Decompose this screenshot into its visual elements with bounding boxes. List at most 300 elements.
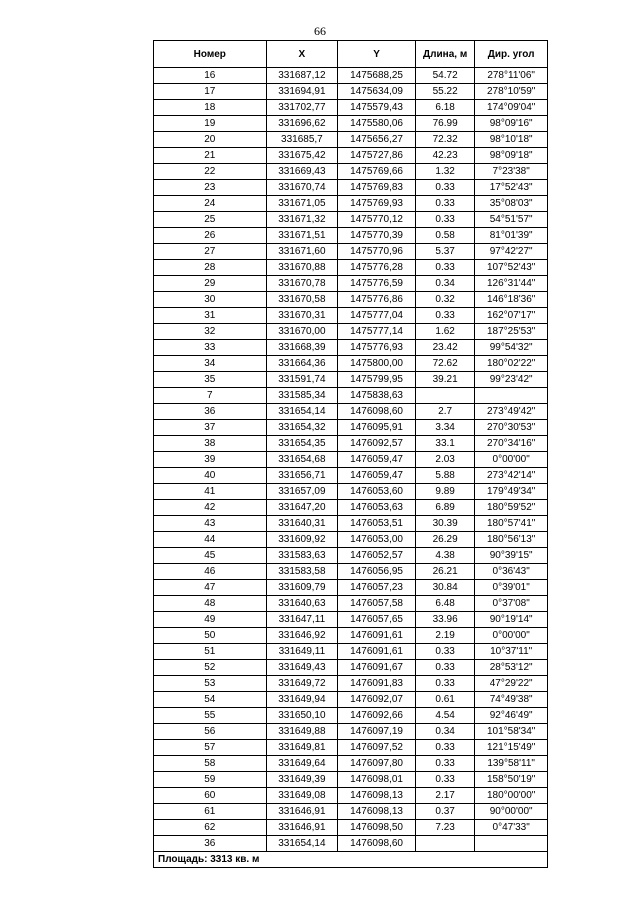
direction-angle-cell: 187°25'53" xyxy=(475,324,548,340)
point-number-cell: 18 xyxy=(154,100,267,116)
direction-angle-cell: 179°49'34" xyxy=(475,484,548,500)
point-number-cell: 46 xyxy=(154,564,267,580)
direction-angle-cell: 180°00'00" xyxy=(475,788,548,804)
x-coordinate-cell: 331669,43 xyxy=(266,164,338,180)
y-coordinate-cell: 1476098,13 xyxy=(338,804,416,820)
y-coordinate-cell: 1475776,86 xyxy=(338,292,416,308)
table-row xyxy=(154,644,548,660)
table-row xyxy=(154,740,548,756)
table-row xyxy=(154,308,548,324)
table-row xyxy=(154,244,548,260)
table-row xyxy=(154,532,548,548)
direction-angle-cell: 92°46'49" xyxy=(475,708,548,724)
y-coordinate-cell: 1476095,91 xyxy=(338,420,416,436)
area-label: Площадь: 3313 кв. м xyxy=(154,852,548,868)
point-number-cell: 49 xyxy=(154,612,267,628)
x-coordinate-cell: 331649,64 xyxy=(266,756,338,772)
point-number-cell: 38 xyxy=(154,436,267,452)
y-coordinate-cell: 1475727,86 xyxy=(338,148,416,164)
table-row xyxy=(154,180,548,196)
point-number-cell: 29 xyxy=(154,276,267,292)
y-coordinate-cell: 1475688,25 xyxy=(338,68,416,84)
table-row xyxy=(154,100,548,116)
direction-angle-cell: 98°09'16" xyxy=(475,116,548,132)
point-number-cell: 34 xyxy=(154,356,267,372)
x-coordinate-cell: 331670,00 xyxy=(266,324,338,340)
x-coordinate-cell: 331649,43 xyxy=(266,660,338,676)
y-coordinate-cell: 1476097,19 xyxy=(338,724,416,740)
x-coordinate-cell: 331671,60 xyxy=(266,244,338,260)
length-cell: 5.37 xyxy=(415,244,474,260)
y-coordinate-cell: 1476053,51 xyxy=(338,516,416,532)
table-row xyxy=(154,772,548,788)
length-cell: 2.19 xyxy=(415,628,474,644)
direction-angle-cell: 278°10'59" xyxy=(475,84,548,100)
direction-angle-cell: 90°19'14" xyxy=(475,612,548,628)
table-row xyxy=(154,132,548,148)
direction-angle-cell: 270°34'16" xyxy=(475,436,548,452)
direction-angle-cell: 121°15'49" xyxy=(475,740,548,756)
x-coordinate-cell: 331649,08 xyxy=(266,788,338,804)
point-number-cell: 41 xyxy=(154,484,267,500)
direction-angle-cell xyxy=(475,388,548,404)
x-coordinate-cell: 331668,39 xyxy=(266,340,338,356)
y-coordinate-cell: 1475770,96 xyxy=(338,244,416,260)
length-cell: 0.33 xyxy=(415,644,474,660)
header-x: X xyxy=(266,41,338,68)
direction-angle-cell: 180°59'52" xyxy=(475,500,548,516)
length-cell: 55.22 xyxy=(415,84,474,100)
table-row xyxy=(154,68,548,84)
length-cell: 2.7 xyxy=(415,404,474,420)
y-coordinate-cell: 1475770,39 xyxy=(338,228,416,244)
y-coordinate-cell: 1475769,93 xyxy=(338,196,416,212)
length-cell: 0.61 xyxy=(415,692,474,708)
table-row xyxy=(154,788,548,804)
direction-angle-cell: 99°23'42" xyxy=(475,372,548,388)
x-coordinate-cell: 331640,31 xyxy=(266,516,338,532)
y-coordinate-cell: 1475770,12 xyxy=(338,212,416,228)
y-coordinate-cell: 1475777,14 xyxy=(338,324,416,340)
y-coordinate-cell: 1475656,27 xyxy=(338,132,416,148)
table-row xyxy=(154,820,548,836)
header-direction-angle: Дир. угол xyxy=(475,41,548,68)
y-coordinate-cell: 1476057,65 xyxy=(338,612,416,628)
length-cell: 33.96 xyxy=(415,612,474,628)
table-row xyxy=(154,324,548,340)
length-cell: 72.32 xyxy=(415,132,474,148)
direction-angle-cell: 273°42'14" xyxy=(475,468,548,484)
direction-angle-cell: 90°39'15" xyxy=(475,548,548,564)
direction-angle-cell: 10°37'11" xyxy=(475,644,548,660)
length-cell: 54.72 xyxy=(415,68,474,84)
table-row xyxy=(154,756,548,772)
y-coordinate-cell: 1476091,61 xyxy=(338,644,416,660)
direction-angle-cell: 90°00'00" xyxy=(475,804,548,820)
length-cell: 4.54 xyxy=(415,708,474,724)
point-number-cell: 16 xyxy=(154,68,267,84)
length-cell: 9.89 xyxy=(415,484,474,500)
table-row xyxy=(154,356,548,372)
table-row xyxy=(154,292,548,308)
x-coordinate-cell: 331649,81 xyxy=(266,740,338,756)
y-coordinate-cell: 1476091,83 xyxy=(338,676,416,692)
point-number-cell: 45 xyxy=(154,548,267,564)
x-coordinate-cell: 331675,42 xyxy=(266,148,338,164)
length-cell: 0.33 xyxy=(415,740,474,756)
x-coordinate-cell: 331671,51 xyxy=(266,228,338,244)
point-number-cell: 24 xyxy=(154,196,267,212)
y-coordinate-cell: 1475776,59 xyxy=(338,276,416,292)
y-coordinate-cell: 1475777,04 xyxy=(338,308,416,324)
point-number-cell: 39 xyxy=(154,452,267,468)
direction-angle-cell: 180°02'22" xyxy=(475,356,548,372)
length-cell xyxy=(415,388,474,404)
table-body xyxy=(154,68,548,852)
y-coordinate-cell: 1476097,52 xyxy=(338,740,416,756)
direction-angle-cell: 17°52'43" xyxy=(475,180,548,196)
y-coordinate-cell: 1476098,60 xyxy=(338,836,416,852)
table-row xyxy=(154,436,548,452)
point-number-cell: 7 xyxy=(154,388,267,404)
table-row xyxy=(154,628,548,644)
table-row xyxy=(154,404,548,420)
y-coordinate-cell: 1475776,93 xyxy=(338,340,416,356)
x-coordinate-cell: 331640,63 xyxy=(266,596,338,612)
point-number-cell: 50 xyxy=(154,628,267,644)
direction-angle-cell: 97°42'27" xyxy=(475,244,548,260)
length-cell: 30.39 xyxy=(415,516,474,532)
table-row xyxy=(154,340,548,356)
point-number-cell: 43 xyxy=(154,516,267,532)
x-coordinate-cell: 331647,11 xyxy=(266,612,338,628)
table-row xyxy=(154,548,548,564)
y-coordinate-cell: 1476098,01 xyxy=(338,772,416,788)
x-coordinate-cell: 331646,91 xyxy=(266,804,338,820)
table-row xyxy=(154,692,548,708)
table-row xyxy=(154,212,548,228)
length-cell: 0.33 xyxy=(415,756,474,772)
length-cell: 5.88 xyxy=(415,468,474,484)
page-number: 66 xyxy=(314,24,326,38)
table-row xyxy=(154,196,548,212)
y-coordinate-cell: 1476057,58 xyxy=(338,596,416,612)
y-coordinate-cell: 1476092,66 xyxy=(338,708,416,724)
x-coordinate-cell: 331656,71 xyxy=(266,468,338,484)
point-number-cell: 26 xyxy=(154,228,267,244)
direction-angle-cell: 0°00'00" xyxy=(475,452,548,468)
x-coordinate-cell: 331649,11 xyxy=(266,644,338,660)
direction-angle-cell: 162°07'17" xyxy=(475,308,548,324)
length-cell: 7.23 xyxy=(415,820,474,836)
table-row xyxy=(154,452,548,468)
table-row xyxy=(154,724,548,740)
point-number-cell: 60 xyxy=(154,788,267,804)
y-coordinate-cell: 1475799,95 xyxy=(338,372,416,388)
direction-angle-cell: 74°49'38" xyxy=(475,692,548,708)
y-coordinate-cell: 1476098,13 xyxy=(338,788,416,804)
length-cell: 0.33 xyxy=(415,676,474,692)
direction-angle-cell: 180°56'13" xyxy=(475,532,548,548)
direction-angle-cell xyxy=(475,836,548,852)
x-coordinate-cell: 331583,58 xyxy=(266,564,338,580)
point-number-cell: 53 xyxy=(154,676,267,692)
x-coordinate-cell: 331649,72 xyxy=(266,676,338,692)
direction-angle-cell: 126°31'44" xyxy=(475,276,548,292)
point-number-cell: 55 xyxy=(154,708,267,724)
y-coordinate-cell: 1476092,07 xyxy=(338,692,416,708)
y-coordinate-cell: 1476053,60 xyxy=(338,484,416,500)
length-cell: 2.03 xyxy=(415,452,474,468)
table-row xyxy=(154,516,548,532)
point-number-cell: 42 xyxy=(154,500,267,516)
x-coordinate-cell: 331654,35 xyxy=(266,436,338,452)
length-cell: 2.17 xyxy=(415,788,474,804)
length-cell: 26.21 xyxy=(415,564,474,580)
direction-angle-cell: 98°10'18" xyxy=(475,132,548,148)
table-row xyxy=(154,804,548,820)
length-cell: 0.33 xyxy=(415,660,474,676)
x-coordinate-cell: 331647,20 xyxy=(266,500,338,516)
x-coordinate-cell: 331609,79 xyxy=(266,580,338,596)
y-coordinate-cell: 1475838,63 xyxy=(338,388,416,404)
direction-angle-cell: 28°53'12" xyxy=(475,660,548,676)
direction-angle-cell: 273°49'42" xyxy=(475,404,548,420)
point-number-cell: 35 xyxy=(154,372,267,388)
direction-angle-cell: 0°36'43" xyxy=(475,564,548,580)
length-cell: 42.23 xyxy=(415,148,474,164)
y-coordinate-cell: 1475769,83 xyxy=(338,180,416,196)
direction-angle-cell: 180°57'41" xyxy=(475,516,548,532)
table-row xyxy=(154,564,548,580)
x-coordinate-cell: 331649,39 xyxy=(266,772,338,788)
y-coordinate-cell: 1476098,50 xyxy=(338,820,416,836)
direction-angle-cell: 278°11'06" xyxy=(475,68,548,84)
table-row xyxy=(154,676,548,692)
point-number-cell: 36 xyxy=(154,404,267,420)
table-row xyxy=(154,500,548,516)
point-number-cell: 61 xyxy=(154,804,267,820)
y-coordinate-cell: 1476052,57 xyxy=(338,548,416,564)
x-coordinate-cell: 331696,62 xyxy=(266,116,338,132)
length-cell: 26.29 xyxy=(415,532,474,548)
table-row xyxy=(154,420,548,436)
x-coordinate-cell: 331654,68 xyxy=(266,452,338,468)
point-number-cell: 20 xyxy=(154,132,267,148)
length-cell: 1.32 xyxy=(415,164,474,180)
direction-angle-cell: 54°51'57" xyxy=(475,212,548,228)
area-row xyxy=(154,852,548,868)
x-coordinate-cell: 331687,12 xyxy=(266,68,338,84)
x-coordinate-cell: 331585,34 xyxy=(266,388,338,404)
point-number-cell: 31 xyxy=(154,308,267,324)
x-coordinate-cell: 331670,31 xyxy=(266,308,338,324)
point-number-cell: 32 xyxy=(154,324,267,340)
length-cell: 39.21 xyxy=(415,372,474,388)
table-row xyxy=(154,836,548,852)
table-row xyxy=(154,164,548,180)
direction-angle-cell: 139°58'11" xyxy=(475,756,548,772)
direction-angle-cell: 270°30'53" xyxy=(475,420,548,436)
y-coordinate-cell: 1476097,80 xyxy=(338,756,416,772)
header-number: Номер xyxy=(154,41,267,68)
length-cell: 76.99 xyxy=(415,116,474,132)
table-row xyxy=(154,372,548,388)
x-coordinate-cell: 331685,7 xyxy=(266,132,338,148)
x-coordinate-cell: 331654,14 xyxy=(266,836,338,852)
point-number-cell: 30 xyxy=(154,292,267,308)
length-cell: 3.34 xyxy=(415,420,474,436)
y-coordinate-cell: 1476057,23 xyxy=(338,580,416,596)
y-coordinate-cell: 1476053,00 xyxy=(338,532,416,548)
x-coordinate-cell: 331646,91 xyxy=(266,820,338,836)
direction-angle-cell: 158°50'19" xyxy=(475,772,548,788)
point-number-cell: 28 xyxy=(154,260,267,276)
length-cell: 0.34 xyxy=(415,724,474,740)
point-number-cell: 56 xyxy=(154,724,267,740)
point-number-cell: 57 xyxy=(154,740,267,756)
y-coordinate-cell: 1475769,66 xyxy=(338,164,416,180)
table-header-row xyxy=(154,41,548,68)
point-number-cell: 51 xyxy=(154,644,267,660)
direction-angle-cell: 174°09'04" xyxy=(475,100,548,116)
length-cell: 6.48 xyxy=(415,596,474,612)
x-coordinate-cell: 331671,32 xyxy=(266,212,338,228)
length-cell: 0.33 xyxy=(415,212,474,228)
point-number-cell: 25 xyxy=(154,212,267,228)
x-coordinate-cell: 331654,32 xyxy=(266,420,338,436)
table-row xyxy=(154,468,548,484)
y-coordinate-cell: 1476091,61 xyxy=(338,628,416,644)
point-number-cell: 27 xyxy=(154,244,267,260)
direction-angle-cell: 99°54'32" xyxy=(475,340,548,356)
direction-angle-cell: 7°23'38" xyxy=(475,164,548,180)
header-length: Длина, м xyxy=(415,41,474,68)
table-row xyxy=(154,260,548,276)
point-number-cell: 58 xyxy=(154,756,267,772)
x-coordinate-cell: 331664,36 xyxy=(266,356,338,372)
table-row xyxy=(154,580,548,596)
point-number-cell: 52 xyxy=(154,660,267,676)
x-coordinate-cell: 331591,74 xyxy=(266,372,338,388)
y-coordinate-cell: 1475776,28 xyxy=(338,260,416,276)
direction-angle-cell: 0°00'00" xyxy=(475,628,548,644)
table-row xyxy=(154,276,548,292)
point-number-cell: 36 xyxy=(154,836,267,852)
table-row xyxy=(154,116,548,132)
y-coordinate-cell: 1476059,47 xyxy=(338,452,416,468)
direction-angle-cell: 35°08'03" xyxy=(475,196,548,212)
x-coordinate-cell: 331694,91 xyxy=(266,84,338,100)
length-cell: 23.42 xyxy=(415,340,474,356)
y-coordinate-cell: 1475580,06 xyxy=(338,116,416,132)
table-row xyxy=(154,660,548,676)
x-coordinate-cell: 331670,58 xyxy=(266,292,338,308)
x-coordinate-cell: 331609,92 xyxy=(266,532,338,548)
table-row xyxy=(154,388,548,404)
length-cell: 0.33 xyxy=(415,308,474,324)
point-number-cell: 23 xyxy=(154,180,267,196)
table-row xyxy=(154,484,548,500)
x-coordinate-cell: 331702,77 xyxy=(266,100,338,116)
y-coordinate-cell: 1476098,60 xyxy=(338,404,416,420)
y-coordinate-cell: 1476056,95 xyxy=(338,564,416,580)
table-row xyxy=(154,612,548,628)
point-number-cell: 54 xyxy=(154,692,267,708)
point-number-cell: 19 xyxy=(154,116,267,132)
x-coordinate-cell: 331671,05 xyxy=(266,196,338,212)
y-coordinate-cell: 1476092,57 xyxy=(338,436,416,452)
length-cell: 6.18 xyxy=(415,100,474,116)
x-coordinate-cell: 331649,94 xyxy=(266,692,338,708)
x-coordinate-cell: 331649,88 xyxy=(266,724,338,740)
length-cell: 0.33 xyxy=(415,180,474,196)
table-row xyxy=(154,596,548,612)
length-cell: 72.62 xyxy=(415,356,474,372)
table-row xyxy=(154,708,548,724)
header-y: Y xyxy=(338,41,416,68)
length-cell: 0.34 xyxy=(415,276,474,292)
length-cell: 30.84 xyxy=(415,580,474,596)
length-cell: 1.62 xyxy=(415,324,474,340)
point-number-cell: 22 xyxy=(154,164,267,180)
table-row xyxy=(154,84,548,100)
x-coordinate-cell: 331646,92 xyxy=(266,628,338,644)
direction-angle-cell: 47°29'22" xyxy=(475,676,548,692)
point-number-cell: 17 xyxy=(154,84,267,100)
y-coordinate-cell: 1475579,43 xyxy=(338,100,416,116)
direction-angle-cell: 101°58'34" xyxy=(475,724,548,740)
x-coordinate-cell: 331670,88 xyxy=(266,260,338,276)
length-cell: 33.1 xyxy=(415,436,474,452)
length-cell: 0.33 xyxy=(415,772,474,788)
point-number-cell: 48 xyxy=(154,596,267,612)
point-number-cell: 21 xyxy=(154,148,267,164)
x-coordinate-cell: 331670,78 xyxy=(266,276,338,292)
length-cell xyxy=(415,836,474,852)
point-number-cell: 33 xyxy=(154,340,267,356)
x-coordinate-cell: 331670,74 xyxy=(266,180,338,196)
coordinates-table xyxy=(153,40,548,868)
point-number-cell: 62 xyxy=(154,820,267,836)
x-coordinate-cell: 331657,09 xyxy=(266,484,338,500)
point-number-cell: 44 xyxy=(154,532,267,548)
y-coordinate-cell: 1476059,47 xyxy=(338,468,416,484)
direction-angle-cell: 0°39'01" xyxy=(475,580,548,596)
direction-angle-cell: 107°52'43" xyxy=(475,260,548,276)
y-coordinate-cell: 1475800,00 xyxy=(338,356,416,372)
length-cell: 0.33 xyxy=(415,196,474,212)
length-cell: 6.89 xyxy=(415,500,474,516)
length-cell: 4.38 xyxy=(415,548,474,564)
x-coordinate-cell: 331650,10 xyxy=(266,708,338,724)
table-row xyxy=(154,228,548,244)
point-number-cell: 59 xyxy=(154,772,267,788)
y-coordinate-cell: 1476091,67 xyxy=(338,660,416,676)
point-number-cell: 40 xyxy=(154,468,267,484)
x-coordinate-cell: 331583,63 xyxy=(266,548,338,564)
direction-angle-cell: 81°01'39" xyxy=(475,228,548,244)
length-cell: 0.58 xyxy=(415,228,474,244)
point-number-cell: 37 xyxy=(154,420,267,436)
length-cell: 0.33 xyxy=(415,260,474,276)
y-coordinate-cell: 1475634,09 xyxy=(338,84,416,100)
direction-angle-cell: 0°37'08" xyxy=(475,596,548,612)
table-row xyxy=(154,148,548,164)
length-cell: 0.32 xyxy=(415,292,474,308)
x-coordinate-cell: 331654,14 xyxy=(266,404,338,420)
y-coordinate-cell: 1476053,63 xyxy=(338,500,416,516)
